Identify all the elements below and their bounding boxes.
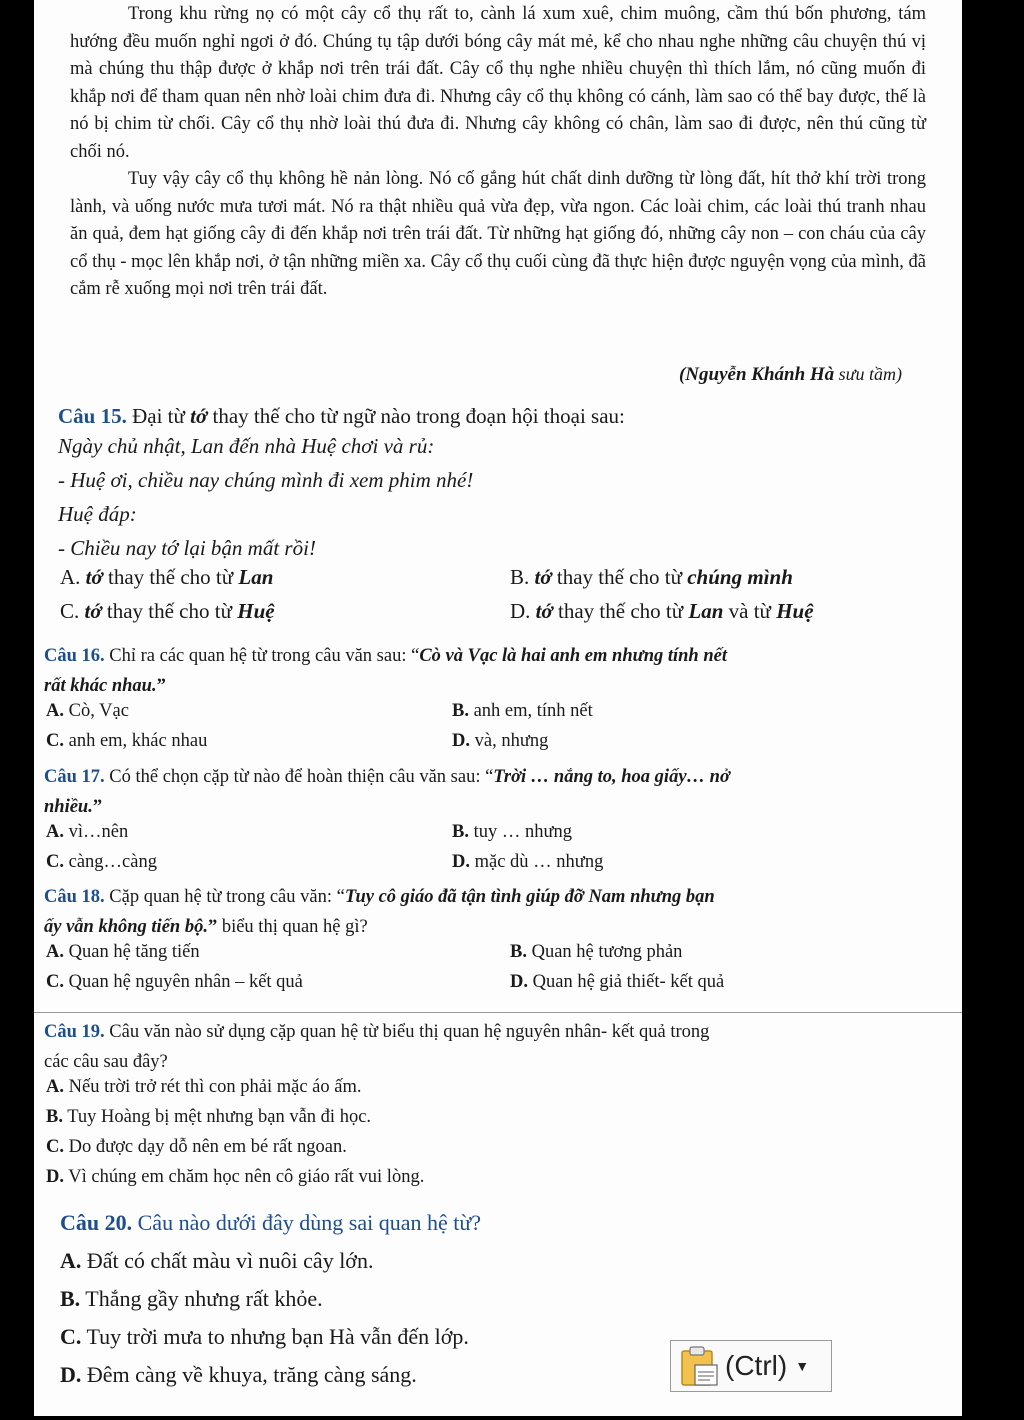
question-17-options-row-1 (34, 822, 962, 852)
option-17-a (46, 822, 128, 843)
option-20-a (34, 1242, 962, 1280)
chevron-down-icon: ▼ (795, 1358, 810, 1374)
question-17-quote-1: Trời … nắng to, hoa giấy… nở (493, 767, 730, 787)
option-label: C. (46, 1137, 64, 1157)
option-19-c (34, 1137, 962, 1167)
dialog-line-4: - Chiều nay tớ lại bận mất rồi! (58, 536, 316, 560)
option-label: C. (46, 852, 64, 872)
question-18-tail: biểu thị quan hệ gì? (217, 917, 368, 937)
option-15-b (510, 565, 793, 590)
option-17-b (452, 822, 572, 843)
option-label: C. (46, 731, 64, 751)
question-15 (34, 404, 962, 633)
option-text: anh em, tính nết (468, 701, 593, 721)
option-label: A. (60, 1248, 82, 1273)
question-16-stem-text: Chỉ ra các quan hệ từ trong câu văn sau: “ (104, 646, 420, 666)
option-label: A. (46, 1077, 64, 1097)
option-label: A. (46, 942, 64, 962)
question-15-stem-text-b: thay thế cho từ ngữ nào trong đoạn hội thoại sau: (207, 404, 625, 428)
question-19 (34, 1017, 962, 1197)
dialog-line-1: Ngày chủ nhật, Lan đến nhà Huệ chơi và rủ: (58, 434, 435, 458)
question-15-label: Câu 15. (58, 404, 127, 428)
option-text: vì…nên (64, 822, 129, 842)
question-16-quote-2: rất khác nhau. (44, 676, 157, 696)
option-text: thay thế cho từ (551, 565, 688, 589)
option-18-d (510, 972, 724, 993)
option-text: tuy … nhưng (468, 822, 573, 842)
question-18-stem-text: Cặp quan hệ từ trong câu văn: “ (104, 887, 345, 907)
question-15-stem-word: tớ (190, 404, 208, 428)
question-20-stem (34, 1204, 962, 1242)
question-16-close-quote: ” (156, 676, 166, 696)
question-18-stem (34, 882, 962, 942)
reading-passage (70, 1, 926, 304)
dialog-line-2: - Huệ ơi, chiều nay chúng mình đi xem phim nhé! (58, 468, 474, 492)
option-target: Lan (238, 565, 274, 589)
option-label: B. (46, 1107, 63, 1127)
option-label: D. (452, 731, 470, 751)
option-18-c (46, 972, 303, 993)
option-text: Quan hệ tương phản (526, 942, 683, 962)
option-16-b (452, 701, 593, 722)
option-text-and: và từ (723, 599, 777, 623)
question-15-stem (34, 404, 962, 429)
option-16-c (46, 731, 207, 752)
option-label: C. (60, 1324, 82, 1349)
option-text: Tuy Hoàng bị mệt nhưng bạn vẫn đi học. (62, 1107, 372, 1127)
option-text: Đêm càng về khuya, trăng càng sáng. (81, 1362, 417, 1387)
option-label: B. (510, 565, 530, 589)
option-label: D. (60, 1362, 82, 1387)
option-label: B. (60, 1286, 81, 1311)
option-label: D. (510, 599, 531, 623)
option-text: càng…càng (64, 852, 157, 872)
option-target: Lan (688, 599, 724, 623)
option-target-2: Huệ (776, 599, 814, 623)
option-text: Do được dạy dỗ nên em bé rất ngoan. (64, 1137, 347, 1157)
clipboard-icon (679, 1345, 719, 1387)
option-text: Cò, Vạc (64, 701, 129, 721)
option-label: B. (452, 822, 469, 842)
option-text: Quan hệ giả thiết- kết quả (528, 972, 725, 992)
option-label: D. (452, 852, 470, 872)
question-18-options-row-1 (34, 942, 962, 972)
option-word: tớ (85, 565, 103, 589)
option-text: Tuy trời mưa to nhưng bạn Hà vẫn đến lớp. (81, 1324, 469, 1349)
option-target: Huệ (237, 599, 275, 623)
question-16-options-row-2 (34, 731, 962, 761)
option-label: B. (510, 942, 527, 962)
paste-options-button[interactable] (670, 1340, 832, 1392)
section-divider (34, 1012, 962, 1013)
option-text: Quan hệ nguyên nhân – kết quả (64, 972, 303, 992)
option-19-b (34, 1107, 962, 1137)
question-16 (34, 641, 962, 761)
passage-credit (679, 364, 902, 386)
option-target: chúng mình (687, 565, 793, 589)
option-20-b (34, 1280, 962, 1318)
option-text: Quan hệ tăng tiến (64, 942, 200, 962)
question-17-stem (34, 762, 962, 822)
question-19-stem (34, 1017, 962, 1077)
option-text: thay thế cho từ (102, 565, 239, 589)
option-16-a (46, 701, 129, 722)
dialog-line-3: Huệ đáp: (58, 502, 137, 526)
option-word: tớ (534, 565, 552, 589)
option-label: B. (452, 701, 469, 721)
question-17-close-quote: ” (92, 797, 103, 817)
question-19-label: Câu 19. (44, 1022, 105, 1042)
option-label: C. (60, 599, 80, 623)
question-20-stem-text: Câu nào dưới đây dùng sai quan hệ từ? (132, 1210, 482, 1235)
dialog-block (34, 429, 962, 565)
question-17-options-row-2 (34, 852, 962, 882)
option-19-a (34, 1077, 962, 1107)
option-text: anh em, khác nhau (64, 731, 208, 751)
passage-paragraph-1: Trong khu rừng nọ có một cây cổ thụ rất to, cành lá xum xuê, chim muông, cầm thú bốn phương, tám hướng đều muốn nghỉ ngơi ở đó. Chúng tụ tập dưới bóng cây mát mẻ, kể cho nhau nghe những câu chuyện thú vị mà chúng thu thập được ở khắp nơi trên trái đất. Cây cổ thụ nghe nhiều chuyện thì thích lắm, nó cũng muốn đi khắp nơi để tham quan nên nhờ loài chim đưa đi. Nhưng cây cổ thụ không có cánh, làm sao có thể bay được, thế là nó bị chim từ chối. Cây cổ thụ nhờ loài thú đưa đi. Nhưng cây không có chân, làm sao đi được, nên thú cũng từ chối nó. (70, 4, 926, 162)
document-page (34, 0, 962, 1416)
option-label: D. (46, 1167, 64, 1187)
question-20-label: Câu 20. (60, 1210, 133, 1235)
question-17-stem-text: Có thể chọn cặp từ nào để hoàn thiện câu văn sau: “ (104, 767, 494, 787)
question-18-label: Câu 18. (44, 887, 105, 907)
passage-paragraph-2: Tuy vậy cây cổ thụ không hề nản lòng. Nó cố gắng hút chất dinh dưỡng từ lòng đất, hít thở khí trời trong lành, và uống nước mưa tươi mát. Nó ra thật nhiều quả vừa đẹp, vừa ngon. Các loài chim, các loài thú tranh nhau ăn quả, đem hạt giống cây đi đến khắp nơi trên trái đất. Từ những hạt giống đó, những cây non – con cháu của cây cổ thụ - mọc lên khắp nơi, ở tận những miền xa. Cây cổ thụ cuối cùng đã thực hiện được nguyện vọng của mình, đã cắm rễ xuống mọi nơi trên trái đất. (70, 169, 926, 299)
option-text: Nếu trời trở rét thì con phải mặc áo ấm. (64, 1077, 362, 1097)
question-17 (34, 762, 962, 882)
option-word: tớ (535, 599, 553, 623)
option-label: D. (510, 972, 528, 992)
option-text: thay thế cho từ (552, 599, 689, 623)
option-label: A. (46, 822, 64, 842)
question-18-quote-1: Tuy cô giáo đã tận tình giúp đỡ Nam nhưng bạn (344, 887, 715, 907)
option-label: A. (46, 701, 64, 721)
option-text: mặc dù … nhưng (470, 852, 604, 872)
option-15-a (60, 565, 273, 590)
option-18-a (46, 942, 200, 963)
option-19-d (34, 1167, 962, 1197)
question-16-label: Câu 16. (44, 646, 105, 666)
question-18 (34, 882, 962, 1002)
question-15-stem-text-a: Đại từ (126, 404, 191, 428)
question-17-quote-2: nhiều. (44, 797, 93, 817)
option-17-c (46, 852, 157, 873)
question-16-quote-1: Cò và Vạc là hai anh em nhưng tính nết (419, 646, 727, 666)
option-15-c (60, 599, 275, 624)
question-16-stem (34, 641, 962, 701)
option-text: Vì chúng em chăm học nên cô giáo rất vui lòng. (64, 1167, 425, 1187)
question-16-options-row-1 (34, 701, 962, 731)
option-15-d (510, 599, 814, 624)
question-15-options-row-1 (34, 565, 962, 599)
credit-suffix: sưu tầm) (834, 364, 902, 384)
option-label: C. (46, 972, 64, 992)
question-18-close-quote: ” (207, 917, 218, 937)
question-19-stem-text-2: các câu sau đây? (44, 1052, 168, 1072)
option-text: và, nhưng (470, 731, 549, 751)
question-18-options-row-2 (34, 972, 962, 1002)
option-text: Thắng gầy nhưng rất khỏe. (80, 1286, 323, 1311)
question-19-stem-text-1: Câu văn nào sử dụng cặp quan hệ từ biểu thị quan hệ nguyên nhân- kết quả trong (104, 1022, 710, 1042)
question-15-options-row-2 (34, 599, 962, 633)
option-word: tớ (84, 599, 102, 623)
option-18-b (510, 942, 682, 963)
question-18-quote-2: ấy vẫn không tiến bộ. (44, 917, 208, 937)
option-label: A. (60, 565, 81, 589)
paste-options-label: (Ctrl) (725, 1350, 788, 1381)
credit-author: (Nguyễn Khánh Hà (678, 364, 835, 385)
question-17-label: Câu 17. (44, 767, 105, 787)
option-text: Đất có chất màu vì nuôi cây lớn. (81, 1248, 374, 1273)
option-17-d (452, 852, 603, 873)
option-16-d (452, 731, 548, 752)
option-text: thay thế cho từ (101, 599, 238, 623)
